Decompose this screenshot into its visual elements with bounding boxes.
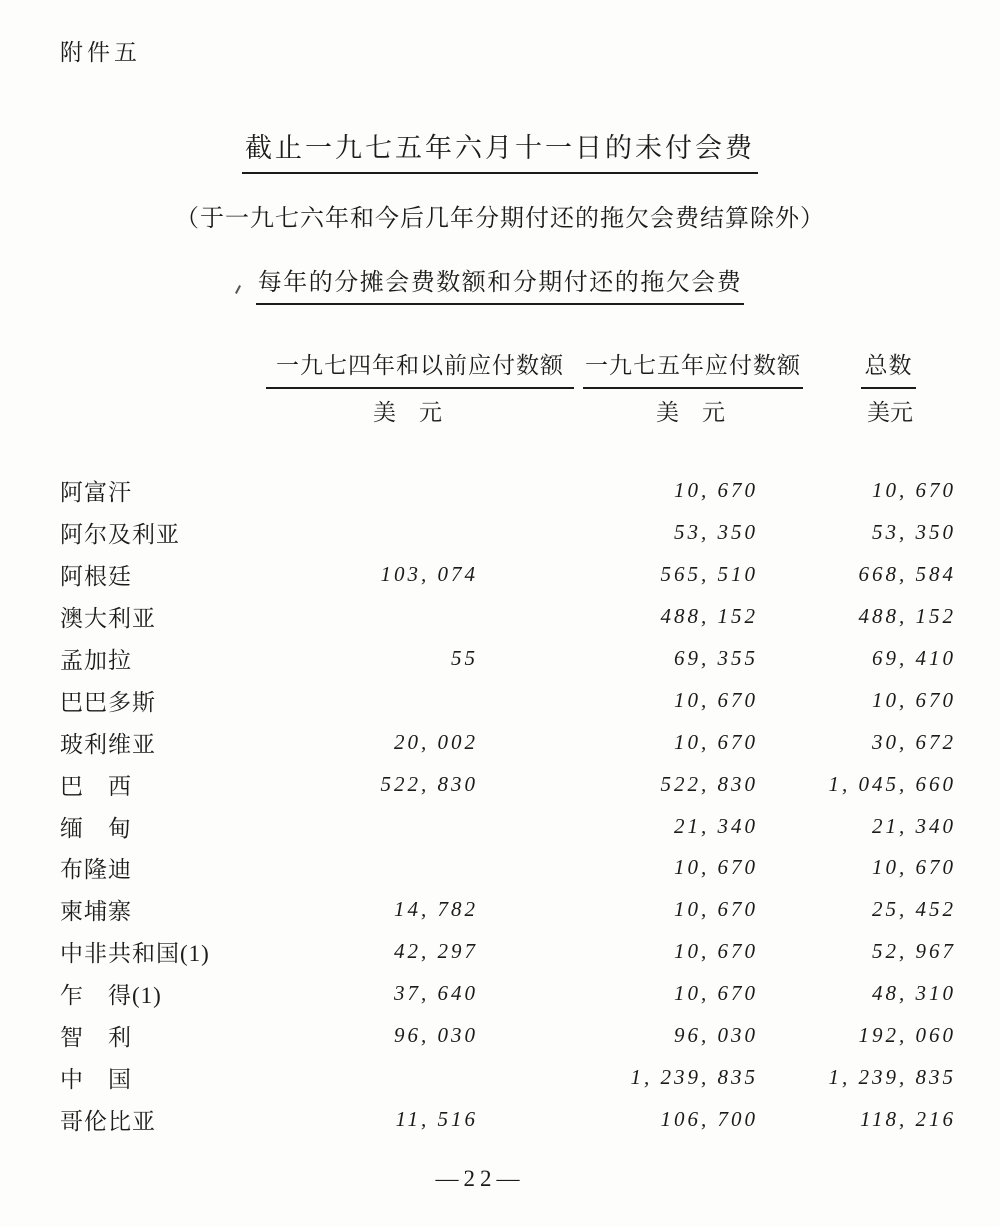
amount-1975: 565, 510 [660,562,758,587]
country-name: 中非共和国(1) [60,941,210,967]
country-name: 乍 得(1) [60,983,162,1009]
amount-total: 48, 310 [872,981,956,1006]
country-name: 布隆迪 [60,857,132,883]
table-row [60,554,956,596]
page-number: —22— [435,1166,525,1191]
amount-1974: 37, 640 [394,981,478,1006]
table-row [60,889,956,931]
amount-1974: 522, 830 [380,771,478,796]
amount-1975: 106, 700 [660,1106,758,1131]
country-name: 巴 西 [60,773,132,799]
table-row [60,931,956,973]
country-name: 哥伦比亚 [60,1108,156,1134]
amount-1975: 10, 670 [674,897,758,922]
table-row [60,805,956,847]
unit-label-usd-1974: 美 元 [373,400,442,425]
country-name: 孟加拉 [60,648,132,673]
amount-total: 1, 045, 660 [828,771,956,796]
document-subtitle2: 每年的分摊会费数额和分期付还的拖欠会费 [256,262,745,305]
amount-total: 668, 584 [858,562,956,587]
amount-1974: 11, 516 [395,1106,478,1131]
amount-total: 10, 670 [872,687,956,712]
amount-1975: 10, 670 [674,729,758,754]
country-name: 玻利维亚 [60,731,156,757]
table-row [60,512,956,554]
subtitle-row [0,198,1000,233]
table-row [60,847,956,889]
amount-1974: 20, 002 [394,729,478,754]
column-header-1975 [583,347,803,389]
attachment-label: 附件五 [60,40,141,65]
amount-1975: 21, 340 [674,813,758,838]
column-header-1975-label: 一九七五年应付数额 [583,347,803,389]
amount-1974: 103, 074 [380,562,478,587]
amount-1975: 522, 830 [660,771,758,796]
title-row [0,126,1000,174]
country-name: 澳大利亚 [60,606,156,632]
subtitle2-row [0,262,1000,305]
amount-total: 1, 239, 835 [828,1064,956,1089]
amount-total: 53, 350 [872,520,956,545]
amount-total: 69, 410 [872,646,956,670]
country-name: 缅 甸 [60,815,132,841]
country-name: 巴巴多斯 [60,689,156,715]
document-title: 截止一九七五年六月十一日的未付会费 [242,126,758,174]
country-name: 阿根廷 [60,564,132,590]
table-row [60,763,956,805]
table-row [60,679,956,721]
amount-1975: 69, 355 [674,646,758,670]
amount-1975: 1, 239, 835 [630,1064,758,1089]
document-subtitle: （于一九七六年和今后几年分期付还的拖欠会费结算除外） [175,206,825,232]
amount-total: 52, 967 [872,939,956,964]
amount-1975: 53, 350 [674,520,758,545]
country-name: 智 利 [60,1025,132,1051]
amount-total: 10, 670 [872,478,956,503]
amount-1975: 10, 670 [674,687,758,712]
column-header-total-label: 总数 [861,347,916,389]
unit-label-usd-total: 美元 [867,400,913,425]
column-header-total [861,347,916,389]
amount-1975: 96, 030 [674,1023,758,1048]
amount-1974: 55 [451,646,478,670]
amount-1975: 10, 670 [674,478,758,503]
country-name: 阿富汗 [60,480,132,506]
table-row [60,973,956,1015]
amount-total: 488, 152 [858,604,956,629]
table-body [60,470,956,1140]
amount-1975: 488, 152 [660,604,758,629]
amount-total: 118, 216 [860,1106,956,1131]
amount-total: 21, 340 [872,813,956,838]
table-row [60,1015,956,1057]
table-row [60,638,956,680]
amount-total: 192, 060 [858,1023,956,1048]
country-name: 中 国 [60,1066,132,1092]
amount-1975: 10, 670 [674,855,758,880]
amount-1974: 42, 297 [394,939,478,964]
table-row [60,721,956,763]
column-header-1974-label: 一九七四年和以前应付数额 [266,347,574,389]
amount-1974: 96, 030 [394,1023,478,1048]
amount-1974: 14, 782 [394,897,478,922]
amount-total: 30, 672 [872,729,956,754]
country-name: 柬埔寨 [60,899,132,925]
amount-total: 25, 452 [872,897,956,922]
unit-label-usd-1975: 美 元 [656,400,725,425]
table-row [60,596,956,638]
amount-1975: 10, 670 [674,981,758,1006]
country-name: 阿尔及利亚 [60,522,180,548]
amount-1975: 10, 670 [674,939,758,964]
amount-total: 10, 670 [872,855,956,880]
table-row [60,1098,956,1140]
table-row [60,470,956,512]
column-header-1974-and-prior [266,347,574,389]
table-row [60,1056,956,1098]
